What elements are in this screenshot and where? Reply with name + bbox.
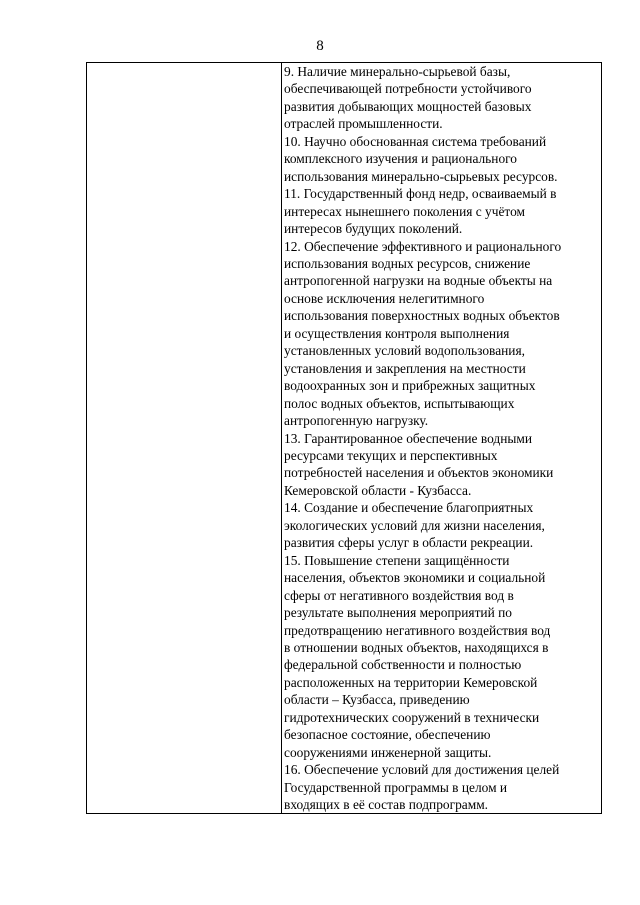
left-empty-cell [87,63,282,814]
list-item-10: 10. Научно обоснованная система требований комплексного изучения и рационального использования минерально-сырьевых ресурсов. [284,133,558,184]
list-item-9: 9. Наличие минерально-сырьевой базы, обеспечивающей потребности устойчивого развития добывающих мощностей базовых отраслей промышленности. [284,64,532,132]
content-table [86,62,602,814]
list-item-15: 15. Повышение степени защищённости населения, объектов экономики и социальной сферы от негативного воздействия вод в результате выполнения мероприятий по предотвращению негативного воздействия вод в отношении водных объектов, находящихся в федеральной собственности и полностью расположенных на территории Кемеровской области – Кузбасса, приведению гидротехнических сооружений в технически безопасное состояние, обеспечению сооружениями инженерной защиты. [284,552,551,760]
list-item-11: 11. Государственный фонд недр, осваиваемый в интересах нынешнего поколения с учётом интересов будущих поколений. [284,186,557,237]
right-text-cell [282,63,602,814]
list-item-12: 12. Обеспечение эффективного и рационального использования водных ресурсов, снижение антропогенной нагрузки на водные объекты на основе исключения нелегитимного использования поверхностных водных объектов и осуществления контроля выполнения установленных условий водопользования, установления и закрепления на местности водоохранных зон и прибрежных защитных полос водных объектов, испытывающих антропогенную нагрузку. [284,238,562,429]
list-item-13: 13. Гарантированное обеспечение водными ресурсами текущих и перспективных потребностей населения и объектов экономики Кемеровской области - Кузбасса. [284,430,554,498]
table-row [87,63,602,814]
list-item-14: 14. Создание и обеспечение благоприятных экологических условий для жизни населения, развития сферы услуг в области рекреации. [284,500,545,551]
list-item-16: 16. Обеспечение условий для достижения целей Государственной программы в целом и входящих в её состав подпрограмм. [284,762,560,813]
page-number: 8 [316,38,324,54]
